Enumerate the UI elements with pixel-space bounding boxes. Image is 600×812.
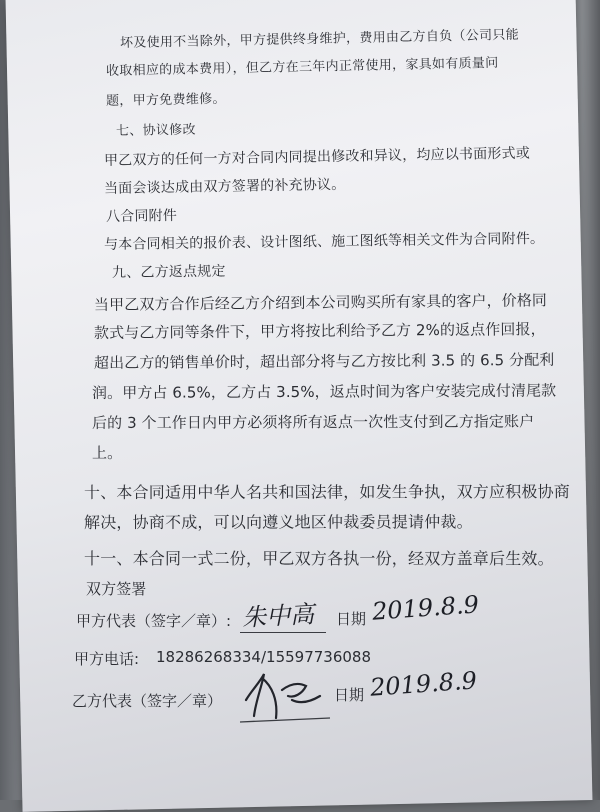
text-line: 解决，协商不成，可以向遵义地区仲裁委员提请仲裁。 [83, 512, 473, 532]
section-heading: 十一、本合同一式二份，甲乙双方各执一份，经双方盖章后生效。 [84, 549, 554, 568]
party-a-rep-label: 甲方代表（签字／章）: [76, 612, 232, 630]
text-line: 后的 3 个工作日内甲方必须将所有返点一次性支付到乙方指定账户 [91, 412, 535, 432]
section-heading: 十、本合同适用中华人名共和国法律，如发生争执，双方应积极协商 [83, 482, 571, 502]
party-b-date-label: 日期 [334, 686, 365, 704]
party-b-rep-label: 乙方代表（签字／章） [72, 692, 223, 710]
text-line: 甲乙双方的任何一方对合同内同提出修改和异议，均应以书面形式或 [103, 145, 531, 169]
party-a-signature: 朱中高 [241, 600, 315, 632]
text-line: 坏及使用不当除外，甲方提供终身维护，费用由乙方自负（公司只能 [119, 27, 520, 51]
signatures-heading: 双方签署 [86, 580, 147, 598]
text-line: 超出乙方的销售单价时，超出部分将与乙方按比利 3.5 的 6.5 分配利 [93, 350, 555, 372]
party-a-phone-label: 甲方电话: [74, 650, 140, 668]
text-line: 款式与乙方同等条件下，甲方将按比利给予乙方 2%的返点作回报， [93, 320, 546, 342]
party-a-date: 2019.8.9 [371, 590, 480, 626]
text-line: 当甲乙双方合作后经乙方介绍到本公司购买所有家具的客户，价格同 [93, 291, 548, 314]
section-heading: 九、乙方返点规定 [111, 263, 226, 281]
text-line: 与本合同相关的报价表、设计图纸、施工图纸等相关文件为合同附件。 [103, 230, 545, 253]
section-heading: 八合同附件 [105, 207, 178, 225]
party-b-date: 2019.8.9 [369, 666, 478, 702]
text-line: 收取相应的成本费用），但乙方在三年内正常使用，家具如有质量问 [105, 55, 499, 79]
section-heading: 七、协议修改 [115, 122, 196, 139]
text-line: 当面会谈达成由双方签署的补充协议。 [103, 176, 346, 197]
text-line: 润。甲方占 6.5%，乙方占 3.5%，返点时间为客户安装完成付清尾款 [91, 381, 557, 402]
party-a-phone-value: 18286268334/15597736088 [156, 648, 372, 666]
text-line: 上。 [91, 443, 123, 462]
text-line: 题，甲方免费维修。 [105, 91, 226, 109]
party-a-date-label: 日期 [336, 610, 367, 628]
